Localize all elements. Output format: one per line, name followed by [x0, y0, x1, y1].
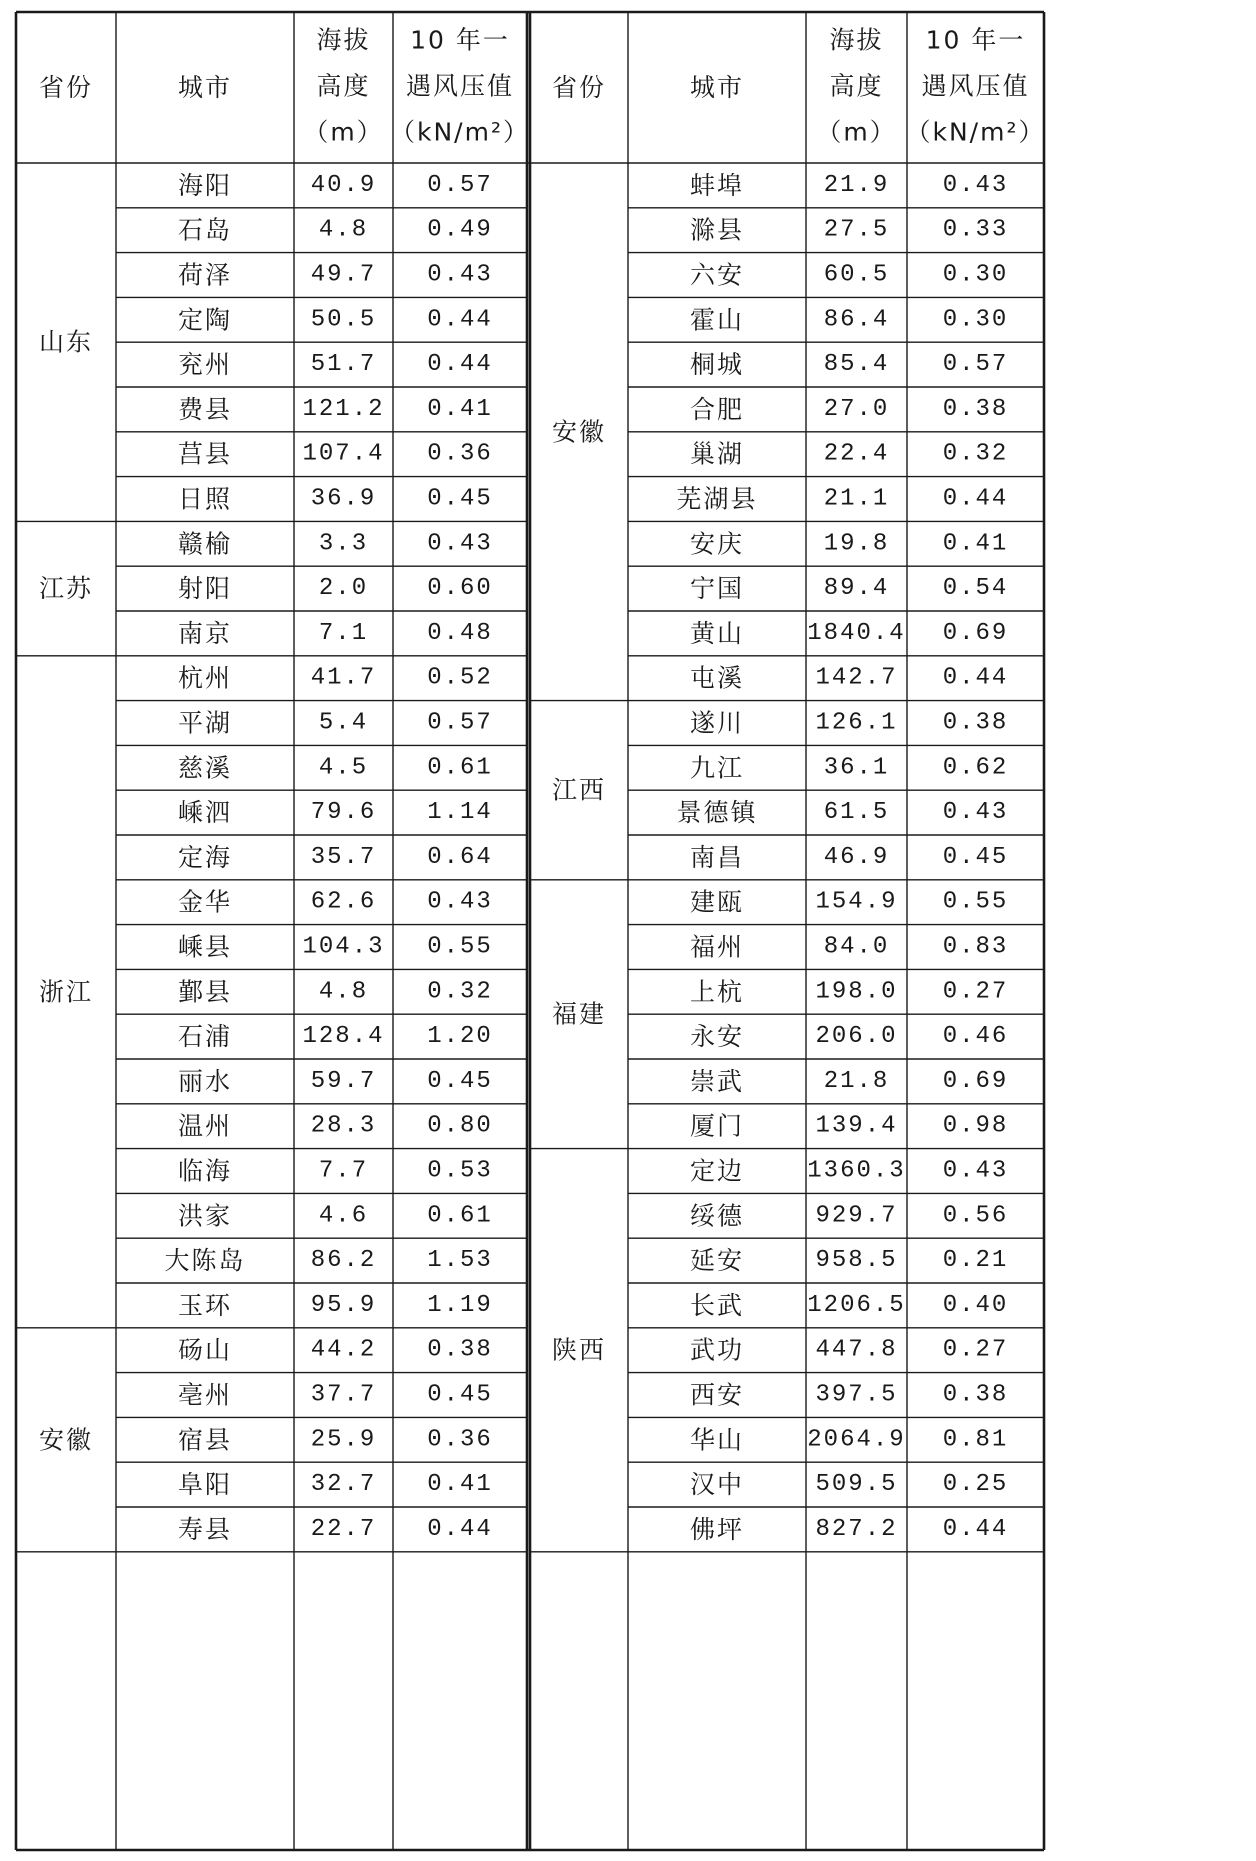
- elevation-cell: 32.7: [310, 1471, 377, 1499]
- city-name-cell: 日照: [177, 484, 233, 514]
- wind-pressure-cell: 0.48: [427, 619, 493, 647]
- wind-pressure-cell: 0.55: [942, 888, 1009, 916]
- elevation-cell: 198.0: [815, 978, 898, 1006]
- city-name-cell: 洪家: [177, 1201, 233, 1231]
- city-name-cell: 桐城: [689, 350, 745, 380]
- left-header-elevation-line-2: 高度: [316, 71, 371, 101]
- city-name-cell: 霍山: [689, 305, 745, 335]
- elevation-cell: 61.5: [823, 799, 890, 827]
- left-header-elevation-line-1: 海拔: [316, 25, 371, 55]
- elevation-cell: 21.8: [823, 1067, 890, 1095]
- city-name-cell: 上杭: [689, 977, 745, 1007]
- wind-pressure-cell: 0.27: [942, 978, 1009, 1006]
- elevation-cell: 2064.9: [807, 1426, 906, 1454]
- elevation-cell: 27.0: [823, 395, 890, 423]
- elevation-cell: 28.3: [310, 1112, 377, 1140]
- city-name-cell: 九江: [689, 753, 745, 783]
- wind-pressure-cell: 0.43: [942, 1157, 1009, 1185]
- elevation-cell: 85.4: [823, 351, 890, 379]
- city-name-cell: 福州: [689, 932, 745, 962]
- elevation-cell: 206.0: [815, 1023, 898, 1051]
- wind-pressure-cell: 0.38: [942, 1381, 1009, 1409]
- city-name-cell: 阜阳: [177, 1470, 233, 1500]
- elevation-cell: 49.7: [310, 261, 377, 289]
- elevation-cell: 62.6: [310, 888, 377, 916]
- wind-pressure-cell: 0.57: [942, 351, 1009, 379]
- wind-pressure-cell: 0.30: [942, 261, 1009, 289]
- wind-pressure-cell: 0.41: [427, 395, 493, 423]
- elevation-cell: 50.5: [310, 306, 377, 334]
- wind-pressure-cell: 0.44: [427, 1515, 493, 1543]
- right-header-pressure-line-3: （kN/m²）: [905, 117, 1046, 147]
- elevation-cell: 3.3: [318, 530, 369, 558]
- wind-pressure-cell: 0.40: [942, 1291, 1009, 1319]
- wind-pressure-cell: 0.80: [427, 1112, 493, 1140]
- elevation-cell: 1206.5: [807, 1291, 906, 1319]
- wind-pressure-cell: 0.61: [427, 754, 493, 782]
- elevation-cell: 126.1: [815, 709, 898, 737]
- elevation-cell: 107.4: [302, 440, 385, 468]
- right-header-elevation-line-2: 高度: [829, 71, 884, 101]
- wind-pressure-cell: 0.36: [427, 1426, 493, 1454]
- city-name-cell: 定海: [177, 842, 233, 872]
- city-name-cell: 嵊县: [177, 932, 233, 962]
- wind-pressure-cell: 0.27: [942, 1336, 1009, 1364]
- city-name-cell: 宁国: [689, 574, 745, 604]
- elevation-cell: 22.4: [823, 440, 890, 468]
- wind-pressure-cell: 0.43: [427, 261, 493, 289]
- elevation-cell: 5.4: [318, 709, 369, 737]
- city-name-cell: 宿县: [177, 1425, 233, 1455]
- wind-pressure-cell: 0.44: [942, 664, 1009, 692]
- city-name-cell: 巢湖: [689, 439, 745, 469]
- elevation-cell: 27.5: [823, 216, 890, 244]
- elevation-cell: 121.2: [302, 395, 385, 423]
- wind-pressure-cell: 0.56: [942, 1202, 1009, 1230]
- elevation-cell: 1840.4: [807, 619, 906, 647]
- city-name-cell: 武功: [689, 1335, 745, 1365]
- city-name-cell: 寿县: [177, 1514, 233, 1544]
- wind-pressure-cell: 0.43: [942, 171, 1009, 199]
- wind-pressure-cell: 0.54: [942, 575, 1009, 603]
- city-name-cell: 南昌: [689, 842, 745, 872]
- wind-pressure-cell: 0.38: [942, 395, 1009, 423]
- city-name-cell: 鄞县: [177, 977, 233, 1007]
- city-name-cell: 海阳: [177, 170, 233, 200]
- left-header-pressure-line-2: 遇风压值: [405, 71, 515, 101]
- city-name-cell: 射阳: [177, 574, 233, 604]
- city-name-cell: 六安: [689, 260, 745, 290]
- elevation-cell: 509.5: [815, 1471, 898, 1499]
- city-name-cell: 合肥: [689, 394, 745, 424]
- wind-pressure-cell: 0.69: [942, 1067, 1009, 1095]
- elevation-cell: 36.9: [310, 485, 377, 513]
- elevation-cell: 4.5: [318, 754, 369, 782]
- city-name-cell: 温州: [177, 1111, 233, 1141]
- elevation-cell: 7.1: [318, 619, 369, 647]
- wind-pressure-cell: 0.41: [427, 1471, 493, 1499]
- city-name-cell: 汉中: [689, 1470, 745, 1500]
- wind-pressure-cell: 0.43: [427, 530, 493, 558]
- city-name-cell: 金华: [177, 887, 233, 917]
- elevation-cell: 41.7: [310, 664, 377, 692]
- province-name-cell: 江苏: [38, 574, 94, 604]
- wind-pressure-cell: 0.44: [427, 351, 493, 379]
- elevation-cell: 447.8: [815, 1336, 898, 1364]
- city-name-cell: 嵊泗: [177, 798, 233, 828]
- right-header-elevation-line-3: （m）: [816, 117, 897, 147]
- wind-pressure-cell: 0.52: [427, 664, 493, 692]
- city-name-cell: 华山: [689, 1425, 745, 1455]
- city-name-cell: 定陶: [177, 305, 233, 335]
- city-name-cell: 崇武: [689, 1066, 745, 1096]
- wind-pressure-cell: 0.25: [942, 1471, 1009, 1499]
- wind-pressure-cell: 0.45: [427, 1381, 493, 1409]
- right-header-elevation-line-1: 海拔: [829, 25, 884, 55]
- city-name-cell: 兖州: [177, 350, 233, 380]
- left-header-province: 省份: [38, 73, 94, 102]
- elevation-cell: 827.2: [815, 1515, 898, 1543]
- wind-pressure-cell: 0.45: [942, 843, 1009, 871]
- wind-pressure-cell: 0.57: [427, 171, 493, 199]
- wind-pressure-cell: 0.44: [427, 306, 493, 334]
- elevation-cell: 21.1: [823, 485, 890, 513]
- city-name-cell: 延安: [689, 1246, 745, 1276]
- left-header-elevation-line-3: （m）: [303, 117, 384, 147]
- city-name-cell: 慈溪: [177, 753, 233, 783]
- elevation-cell: 4.8: [318, 216, 369, 244]
- wind-pressure-cell: 0.61: [427, 1202, 493, 1230]
- elevation-cell: 37.7: [310, 1381, 377, 1409]
- wind-pressure-cell: 0.33: [942, 216, 1009, 244]
- wind-pressure-cell: 0.62: [942, 754, 1009, 782]
- elevation-cell: 60.5: [823, 261, 890, 289]
- elevation-cell: 4.8: [318, 978, 369, 1006]
- city-name-cell: 费县: [177, 394, 233, 424]
- wind-pressure-cell: 0.30: [942, 306, 1009, 334]
- elevation-cell: 89.4: [823, 575, 890, 603]
- city-name-cell: 蚌埠: [689, 170, 745, 200]
- wind-pressure-cell: 0.83: [942, 933, 1009, 961]
- right-header-pressure-line-1: 10 年一: [925, 25, 1026, 55]
- wind-pressure-cell: 0.57: [427, 709, 493, 737]
- elevation-cell: 21.9: [823, 171, 890, 199]
- city-name-cell: 安庆: [689, 529, 745, 559]
- city-name-cell: 莒县: [177, 439, 233, 469]
- province-name-cell: 浙江: [38, 977, 94, 1007]
- wind-pressure-cell: 1.53: [427, 1247, 493, 1275]
- province-name-cell: 安徽: [38, 1425, 94, 1455]
- elevation-cell: 86.4: [823, 306, 890, 334]
- city-name-cell: 大陈岛: [164, 1246, 246, 1276]
- elevation-cell: 929.7: [815, 1202, 898, 1230]
- elevation-cell: 35.7: [310, 843, 377, 871]
- wind-pressure-cell: 0.53: [427, 1157, 493, 1185]
- city-name-cell: 临海: [177, 1156, 233, 1186]
- wind-pressure-cell: 0.44: [942, 1515, 1009, 1543]
- wind-pressure-cell: 0.43: [427, 888, 493, 916]
- elevation-cell: 139.4: [815, 1112, 898, 1140]
- city-name-cell: 亳州: [177, 1380, 233, 1410]
- wind-pressure-cell: 0.45: [427, 485, 493, 513]
- elevation-cell: 397.5: [815, 1381, 898, 1409]
- elevation-cell: 19.8: [823, 530, 890, 558]
- province-name-cell: 陕西: [551, 1335, 607, 1365]
- city-name-cell: 遂川: [689, 708, 745, 738]
- city-name-cell: 荷泽: [177, 260, 233, 290]
- city-name-cell: 长武: [689, 1290, 745, 1320]
- province-name-cell: 安徽: [551, 417, 607, 447]
- elevation-cell: 128.4: [302, 1023, 385, 1051]
- elevation-cell: 25.9: [310, 1426, 377, 1454]
- wind-pressure-cell: 0.44: [942, 485, 1009, 513]
- elevation-cell: 44.2: [310, 1336, 377, 1364]
- elevation-cell: 154.9: [815, 888, 898, 916]
- wind-pressure-cell: 0.49: [427, 216, 493, 244]
- right-header-city: 城市: [689, 73, 745, 102]
- elevation-cell: 86.2: [310, 1247, 377, 1275]
- elevation-cell: 84.0: [823, 933, 890, 961]
- city-name-cell: 砀山: [177, 1335, 233, 1365]
- city-name-cell: 南京: [177, 618, 233, 648]
- left-header-city: 城市: [177, 73, 233, 102]
- elevation-cell: 4.6: [318, 1202, 369, 1230]
- city-name-cell: 赣榆: [177, 529, 233, 559]
- wind-pressure-cell: 0.38: [942, 709, 1009, 737]
- elevation-cell: 142.7: [815, 664, 898, 692]
- elevation-cell: 22.7: [310, 1515, 377, 1543]
- wind-pressure-cell: 1.19: [427, 1291, 493, 1319]
- left-header-pressure-line-3: （kN/m²）: [390, 117, 530, 147]
- province-name-cell: 福建: [551, 999, 607, 1029]
- elevation-cell: 2.0: [318, 575, 369, 603]
- city-name-cell: 石浦: [177, 1022, 233, 1052]
- elevation-cell: 7.7: [318, 1157, 369, 1185]
- wind-pressure-cell: 0.69: [942, 619, 1009, 647]
- elevation-cell: 36.1: [823, 754, 890, 782]
- wind-pressure-cell: 0.46: [942, 1023, 1009, 1051]
- city-name-cell: 杭州: [177, 663, 233, 693]
- city-name-cell: 定边: [689, 1156, 745, 1186]
- right-header-province: 省份: [551, 73, 607, 102]
- wind-pressure-cell: 0.81: [942, 1426, 1009, 1454]
- elevation-cell: 46.9: [823, 843, 890, 871]
- wind-pressure-cell: 0.38: [427, 1336, 493, 1364]
- wind-pressure-cell: 0.32: [942, 440, 1009, 468]
- city-name-cell: 绥德: [689, 1201, 745, 1231]
- elevation-cell: 95.9: [310, 1291, 377, 1319]
- left-header-pressure-line-1: 10 年一: [410, 25, 510, 55]
- elevation-cell: 59.7: [310, 1067, 377, 1095]
- wind-pressure-cell: 0.60: [427, 575, 493, 603]
- city-name-cell: 石岛: [177, 215, 233, 245]
- wind-pressure-cell: 0.64: [427, 843, 493, 871]
- city-name-cell: 丽水: [177, 1066, 233, 1096]
- elevation-cell: 1360.3: [807, 1157, 906, 1185]
- wind-pressure-cell: 0.21: [942, 1247, 1009, 1275]
- right-header-pressure-line-2: 遇风压值: [921, 71, 1030, 101]
- city-name-cell: 芜湖县: [676, 484, 758, 514]
- city-name-cell: 佛坪: [689, 1514, 745, 1544]
- city-name-cell: 屯溪: [689, 663, 745, 693]
- city-name-cell: 滁县: [689, 215, 745, 245]
- province-name-cell: 江西: [551, 775, 607, 805]
- elevation-cell: 40.9: [310, 171, 377, 199]
- city-name-cell: 玉环: [177, 1290, 233, 1320]
- province-name-cell: 山东: [38, 327, 94, 357]
- city-name-cell: 平湖: [177, 708, 233, 738]
- elevation-cell: 51.7: [310, 351, 377, 379]
- wind-pressure-cell: 0.45: [427, 1067, 493, 1095]
- elevation-cell: 104.3: [302, 933, 385, 961]
- city-name-cell: 建瓯: [689, 887, 745, 917]
- wind-pressure-cell: 0.36: [427, 440, 493, 468]
- city-name-cell: 永安: [689, 1022, 745, 1052]
- city-name-cell: 黄山: [689, 618, 745, 648]
- wind-pressure-cell: 0.32: [427, 978, 493, 1006]
- wind-pressure-cell: 0.41: [942, 530, 1009, 558]
- wind-pressure-cell: 0.55: [427, 933, 493, 961]
- wind-pressure-cell: 0.43: [942, 799, 1009, 827]
- wind-pressure-cell: 1.14: [427, 799, 493, 827]
- city-name-cell: 景德镇: [676, 798, 758, 828]
- elevation-cell: 79.6: [310, 799, 377, 827]
- city-name-cell: 西安: [689, 1380, 745, 1410]
- elevation-cell: 958.5: [815, 1247, 898, 1275]
- wind-pressure-cell: 0.98: [942, 1112, 1009, 1140]
- city-name-cell: 厦门: [689, 1111, 745, 1141]
- wind-pressure-cell: 1.20: [427, 1023, 493, 1051]
